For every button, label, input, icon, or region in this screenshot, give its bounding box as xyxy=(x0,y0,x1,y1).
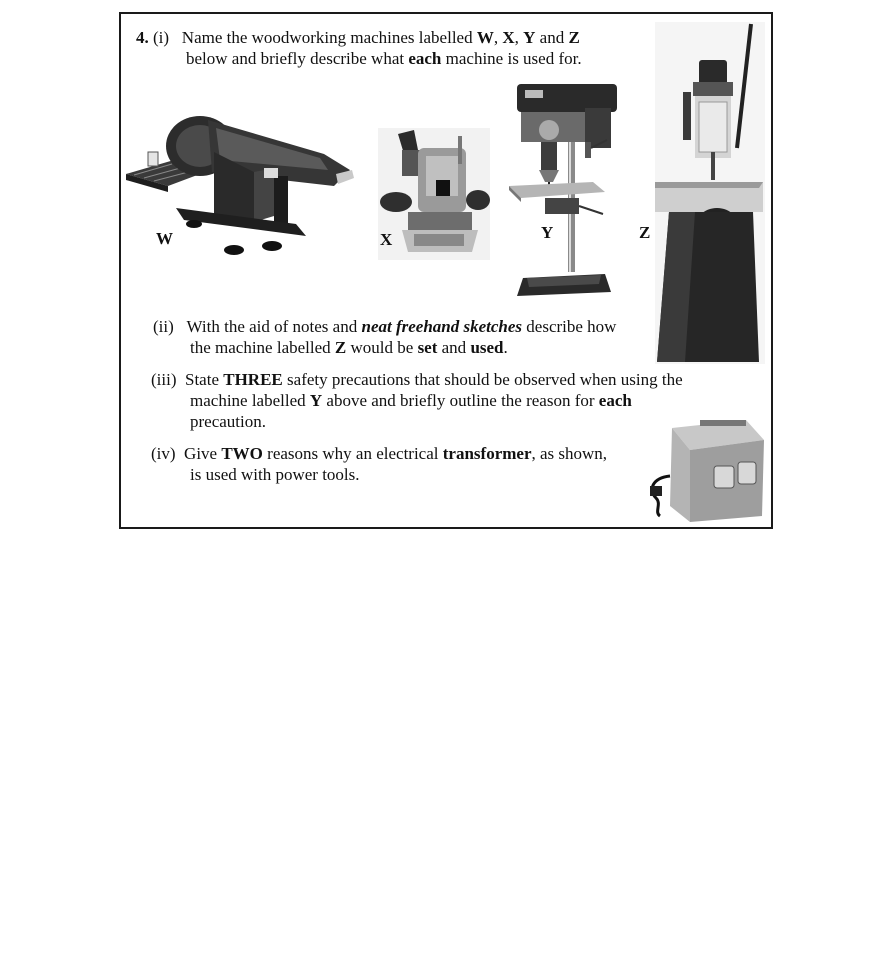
part-iii-text: safety precautions that should be observed when using the xyxy=(282,370,683,389)
part-ii-number: (ii) xyxy=(153,317,174,336)
part-i-x: X xyxy=(502,28,515,47)
part-ii-period: . xyxy=(503,338,508,357)
question-part-i-line2 xyxy=(186,48,582,69)
question-part-iii-line2 xyxy=(190,390,632,411)
part-iii-number: (iii) xyxy=(151,370,177,389)
part-iii-text: State xyxy=(185,370,224,389)
part-i-text: machine is used for. xyxy=(441,49,582,68)
pillar-drill-image xyxy=(505,82,617,300)
part-iii-text: above and briefly outline the reason for xyxy=(322,391,599,410)
question-number: 4. xyxy=(136,28,149,47)
part-iv-transformer: transformer xyxy=(442,444,532,463)
transformer-image xyxy=(646,416,768,524)
part-i-comma: , xyxy=(514,28,524,47)
part-i-comma: , xyxy=(493,28,503,47)
part-iv-text: Give xyxy=(184,444,222,463)
part-i-text: below and briefly describe what xyxy=(186,49,409,68)
label-x: X xyxy=(380,230,393,249)
part-ii-text: describe how xyxy=(522,317,617,336)
part-i-y: Y xyxy=(523,28,536,47)
question-part-iii-line1 xyxy=(151,369,683,390)
part-iv-two: TWO xyxy=(221,444,263,463)
part-iii-each: each xyxy=(598,391,632,410)
part-ii-used: used xyxy=(470,338,504,357)
part-ii-set: set xyxy=(417,338,438,357)
question-part-ii-line2 xyxy=(190,337,508,358)
part-i-each: each xyxy=(408,49,442,68)
part-iii-three: THREE xyxy=(223,370,283,389)
question-part-iii-line3: precaution. xyxy=(190,412,266,431)
part-iv-text: , as shown, xyxy=(531,444,608,463)
part-ii-text: would be xyxy=(346,338,418,357)
label-y: Y xyxy=(541,223,554,242)
label-z: Z xyxy=(639,223,651,242)
part-ii-text: the machine labelled xyxy=(190,338,335,357)
part-ii-and: and xyxy=(437,338,471,357)
question-part-iv-line2: is used with power tools. xyxy=(190,465,360,484)
part-iv-text: reasons why an electrical xyxy=(262,444,443,463)
question-part-i-line1 xyxy=(136,27,580,48)
router-image xyxy=(378,128,490,260)
part-iv-number: (iv) xyxy=(151,444,176,463)
part-i-z: Z xyxy=(568,28,580,47)
part-i-text: Name the woodworking machines labelled xyxy=(181,28,477,47)
part-i-number: (i) xyxy=(153,28,170,47)
mortiser-image xyxy=(655,22,765,364)
part-i-and: and xyxy=(535,28,569,47)
part-i-w: W xyxy=(476,28,494,47)
part-ii-z: Z xyxy=(334,338,347,357)
question-part-ii-line1 xyxy=(153,316,616,337)
label-w: W xyxy=(156,229,173,248)
part-iii-text: machine labelled xyxy=(190,391,310,410)
part-iii-y: Y xyxy=(309,391,323,410)
part-ii-emphasis: neat freehand sketches xyxy=(361,317,523,336)
part-ii-text: With the aid of notes and xyxy=(186,317,362,336)
question-part-iv-line1 xyxy=(151,443,607,464)
